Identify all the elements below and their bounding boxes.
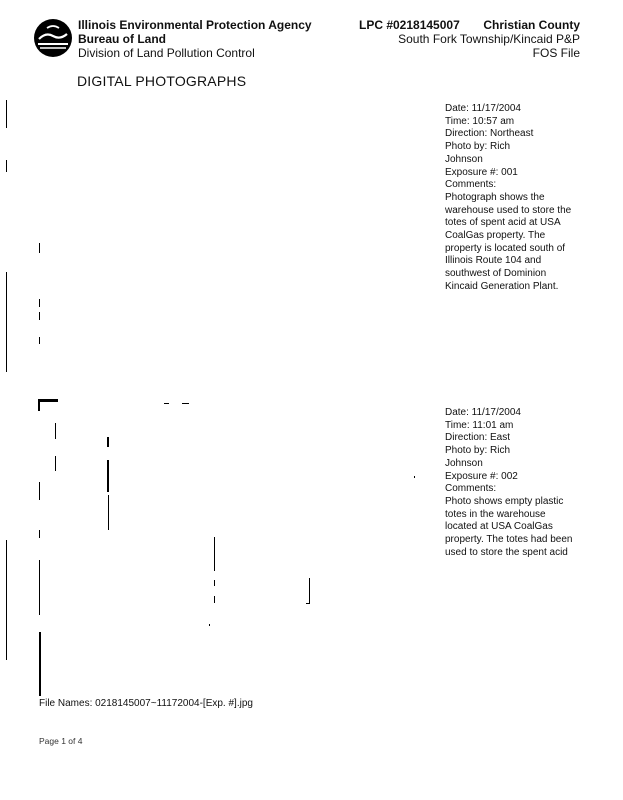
scan-mark [6, 160, 7, 172]
scan-mark [214, 537, 215, 571]
agency-name: Illinois Environmental Protection Agency [78, 18, 312, 32]
scan-mark [6, 540, 7, 660]
photo-1-comments: Photograph shows the warehouse used to store the totes of spent acid at USA CoalGas property. The property is located south of Illinois Route 104 and southwest of Dominion Kincaid Generation Plant. [445, 191, 572, 292]
photo-1-exposure: Exposure #: 001 [445, 166, 518, 178]
scan-mark [164, 403, 169, 404]
page-number: Page 1 of 4 [39, 736, 83, 746]
photo-1-direction: Direction: Northeast [445, 128, 534, 140]
scan-mark [39, 530, 40, 538]
photo-2-exposure: Exposure #: 002 [445, 470, 518, 482]
scan-mark [309, 578, 310, 604]
photo-1-date: Date: 11/17/2004 [445, 103, 521, 114]
scan-mark [39, 337, 40, 344]
scan-mark [39, 299, 40, 307]
photo-1-photographer: Photo by: Rich Johnson [445, 141, 511, 165]
scan-mark [39, 312, 40, 320]
scan-mark [39, 482, 40, 500]
scan-mark [39, 560, 40, 615]
county: Christian County [483, 18, 580, 32]
scan-mark [39, 243, 40, 253]
scan-mark [107, 460, 109, 492]
site-name: South Fork Township/Kincaid P&P [398, 32, 580, 46]
scan-mark [39, 632, 41, 696]
scan-mark [55, 456, 56, 471]
file-type: FOS File [532, 46, 580, 60]
scan-mark [38, 399, 40, 411]
scan-mark [209, 624, 210, 626]
scan-mark [214, 596, 215, 603]
lpc-number: LPC #0218145007 [359, 18, 460, 32]
scan-mark [182, 403, 189, 404]
scan-mark [214, 580, 215, 586]
file-names: File Names: 0218145007~11172004-[Exp. #].jpg [39, 698, 253, 709]
scan-mark [6, 272, 7, 372]
scan-mark [55, 423, 56, 439]
photo-2-direction: Direction: East [445, 432, 511, 444]
photo-2-details [445, 407, 580, 559]
photo-1-comments-label: Comments: [445, 179, 497, 191]
photo-1-time: Time: 10:57 am [445, 115, 515, 127]
photo-2-comments: Photo shows empty plastic totes in the warehouse located at USA CoalGas property. The totes had been used to store the spent acid [445, 495, 573, 558]
page-title: DIGITAL PHOTOGRAPHS [77, 73, 247, 89]
scan-mark [6, 100, 7, 128]
scan-mark [414, 476, 415, 478]
scan-mark [107, 437, 109, 447]
illinois-epa-logo-icon [33, 18, 73, 58]
photo-2-comments-label: Comments: [445, 483, 497, 495]
scan-mark [38, 399, 58, 402]
photo-2-time: Time: 11:01 am [445, 419, 514, 431]
photo-1-details [445, 103, 580, 294]
agency-division: Division of Land Pollution Control [78, 46, 255, 60]
scan-mark [306, 603, 310, 604]
photo-2-date: Date: 11/17/2004 [445, 407, 521, 418]
photo-2-photographer: Photo by: Rich Johnson [445, 445, 511, 469]
scan-mark [108, 495, 109, 530]
agency-bureau: Bureau of Land [78, 32, 167, 46]
